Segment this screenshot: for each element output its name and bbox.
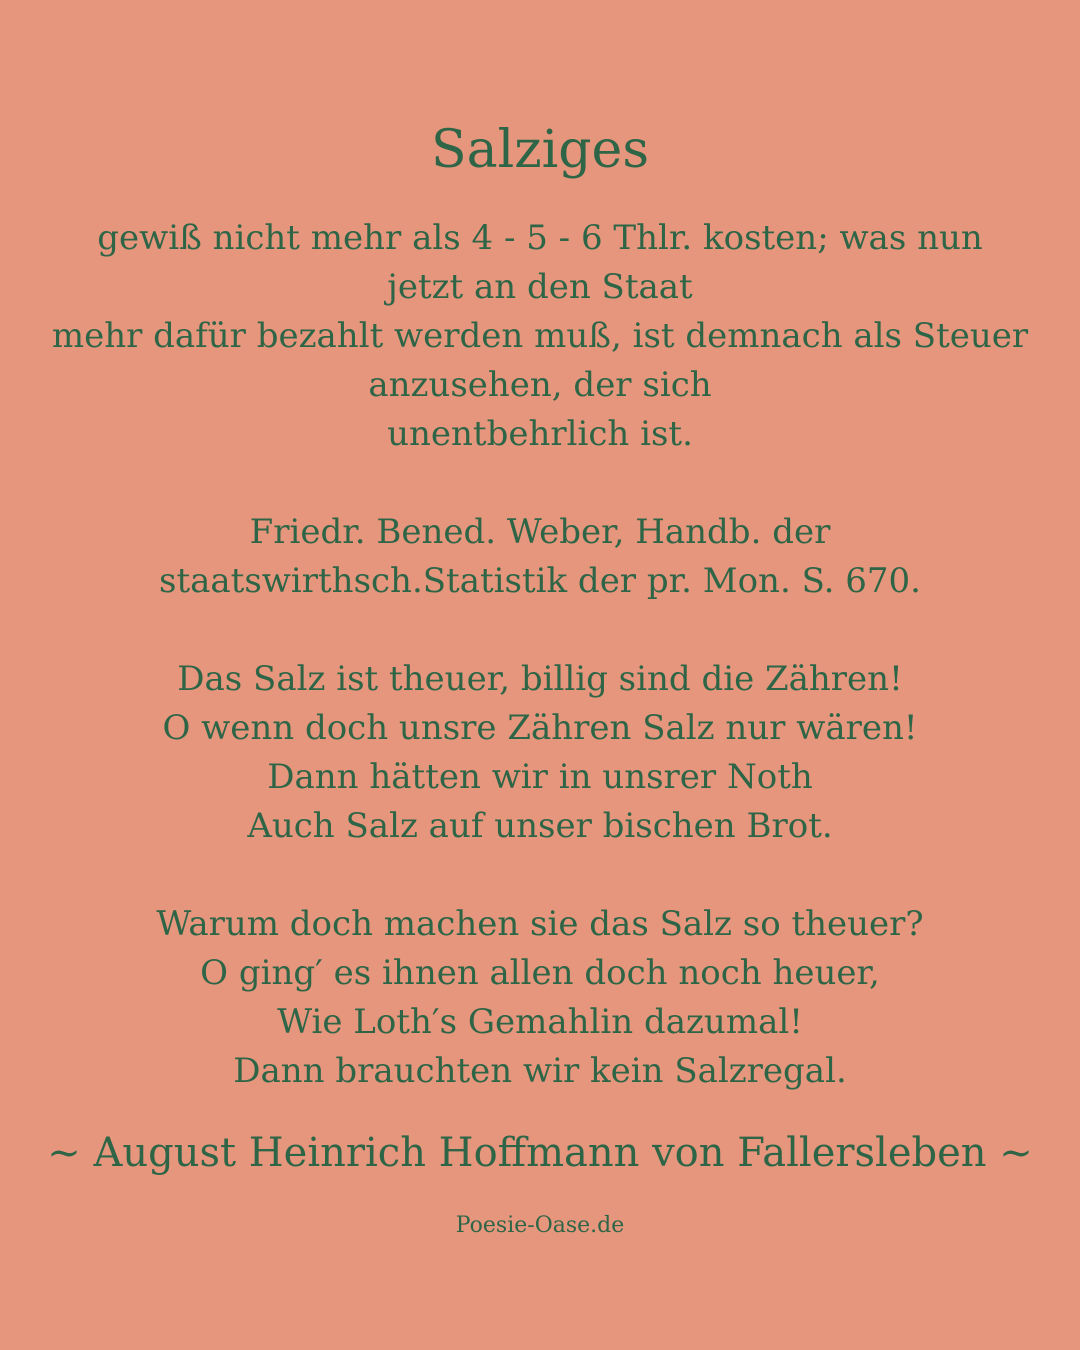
poem-line: staatswirthsch.Statistik der pr. Mon. S. 670. [159,561,921,601]
poem-line: O wenn doch unsre Zähren Salz nur wären! [162,708,918,748]
poem-title: Salziges [430,120,650,180]
poem-line: O ging′ es ihnen allen doch noch heuer, [200,953,880,993]
poem-line: Friedr. Bened. Weber, Handb. der [249,512,831,552]
poem-line: Das Salz ist theuer, billig sind die Zähren! [177,659,903,699]
poem-line: Auch Salz auf unser bischen Brot. [247,806,833,846]
poem-line: unentbehrlich ist. [387,414,693,454]
poem-line: Dann brauchten wir kein Salzregal. [233,1051,847,1091]
poem-line: Dann hätten wir in unsrer Noth [267,757,813,797]
poem-line: Wie Loth′s Gemahlin dazumal! [277,1002,803,1042]
stanza-source [40,508,1040,606]
stanza-verse-1 [40,655,1040,851]
stanza-verse-2 [40,900,1040,1096]
poem-line: Warum doch machen sie das Salz so theuer? [156,904,924,944]
poem-author: ~ August Heinrich Hoffmann von Fallersleben ~ [47,1130,1033,1176]
poem-line: gewiß nicht mehr als 4 - 5 - 6 Thlr. kosten; was nun [97,218,983,258]
poem-body [40,214,1040,1096]
site-credit: Poesie-Oase.de [455,1213,625,1238]
poem-line: jetzt an den Staat [387,267,693,307]
poem-line: anzusehen, der sich [368,365,712,405]
poem-line: mehr dafür bezahlt werden muß, ist demnach als Steuer [51,316,1029,356]
stanza-intro-quote [40,214,1040,459]
